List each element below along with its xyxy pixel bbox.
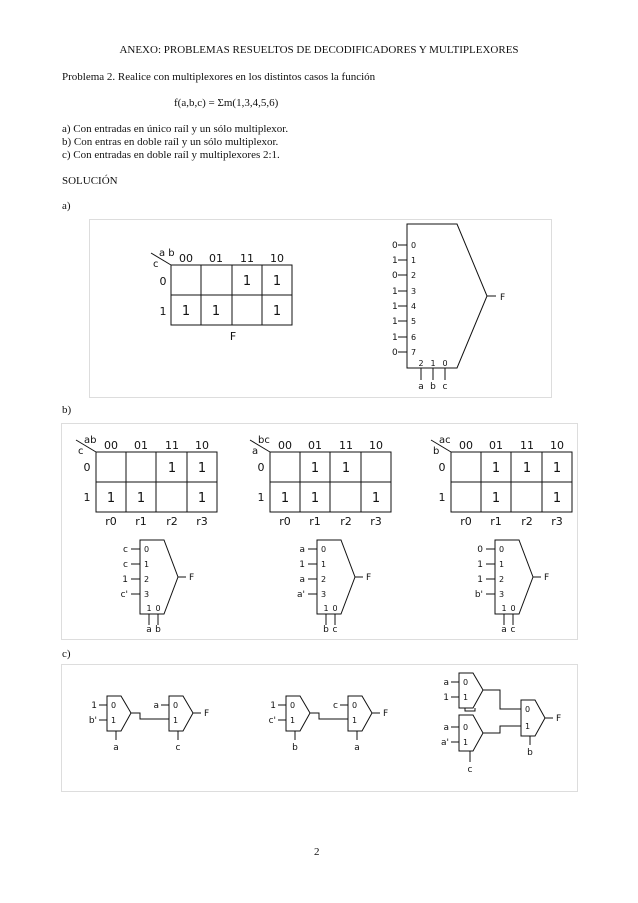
kmap-b2-left-var: a [252, 446, 259, 457]
kmap-b3-r-label: r1 [490, 515, 502, 528]
mux8-output-label: F [500, 293, 506, 303]
mux8-sel-label: 0 [442, 359, 448, 368]
mux8-data-label: 0 [411, 241, 417, 250]
chain1-second-data-label: 0 [173, 701, 179, 710]
kmap-a-cell: 1 [272, 304, 282, 319]
mux-b3-input: 0 [477, 545, 483, 555]
mux-b2-sel-var: b [323, 625, 329, 635]
mux-b3-data-label: 0 [499, 545, 505, 554]
kmap-b1-col-code: 11 [165, 439, 179, 452]
mux-b3-sel-label: 1 [501, 604, 507, 613]
tree-bottom-input: a' [441, 738, 449, 748]
item-b: b) Con entras en doble raíl y un sólo multiplexor. [62, 136, 279, 148]
kmap-b1-top-var: ab [84, 435, 97, 446]
mux-b3-sel-label: 0 [510, 604, 516, 613]
section-c-label: c) [62, 648, 71, 660]
kmap-b1-r-label: r1 [135, 515, 147, 528]
kmap-a-cell: 1 [272, 274, 282, 289]
kmap-b3-col-code: 11 [520, 439, 534, 452]
kmap-b2-row-code: 1 [257, 491, 265, 504]
kmap-b2-cell: 1 [280, 491, 290, 506]
mux-b2-data-label: 2 [321, 575, 327, 584]
mux-b2-data-label: 1 [321, 560, 327, 569]
solution-heading: SOLUCIÓN [62, 175, 118, 187]
chain1-second-data-label: 1 [173, 716, 179, 725]
kmap-a-function-label: F [229, 330, 237, 343]
kmap-a-col-code: 01 [209, 252, 223, 265]
item-a: a) Con entradas en único raíl y un sólo multiplexor. [62, 123, 289, 135]
kmap-b2-top-var: bc [258, 435, 270, 446]
mux-b3-data-label: 2 [499, 575, 505, 584]
kmap-b2-r-label: r0 [279, 515, 291, 528]
kmap-b1-col-code: 10 [195, 439, 209, 452]
mux-b2-sel-label: 1 [323, 604, 329, 613]
kmap-b3-col-code: 00 [459, 439, 473, 452]
mux8-sel-var: c [442, 382, 448, 392]
section-a-label: a) [62, 200, 71, 212]
kmap-b1-r-label: r3 [196, 515, 208, 528]
kmap-a-top-var: a b [159, 248, 175, 259]
kmap-b1-r-label: r2 [166, 515, 178, 528]
mux-b2-sel-label: 0 [332, 604, 338, 613]
kmap-a-row-code: 0 [159, 275, 167, 288]
kmap-b3-row-code: 0 [438, 461, 446, 474]
mux8-input-value: 0 [392, 241, 398, 251]
kmap-b3-cell: 1 [552, 461, 562, 476]
chain2-first-input: c' [268, 716, 276, 726]
mux-b2-sel-var: c [332, 625, 338, 635]
kmap-b3-cell: 1 [491, 491, 501, 506]
mux8-input-value: 1 [392, 256, 398, 266]
kmap-b1-cell: 1 [197, 491, 207, 506]
chain2-second-data-label: 1 [352, 716, 358, 725]
chain2-output: F [383, 709, 389, 719]
mux-b2-data-label: 0 [321, 545, 327, 554]
mux-chain-2 [269, 696, 389, 753]
chain2-first-input: 1 [270, 701, 276, 711]
chain1-second-input: a [153, 701, 159, 711]
kmap-b1-col-code: 01 [134, 439, 148, 452]
kmap-a-left-var: c [153, 259, 159, 270]
tree-final-sel: b [527, 748, 533, 758]
kmap-b1-cell: 1 [136, 491, 146, 506]
kmap-b3-r-label: r2 [521, 515, 533, 528]
mux8-input-value: 1 [392, 302, 398, 312]
kmap-b1-col-code: 00 [104, 439, 118, 452]
problem-statement: Problema 2. Realice con multiplexores en los distintos casos la función [62, 71, 376, 83]
mux-b1-input: c [123, 560, 128, 570]
chain1-first-sel: a [113, 743, 119, 753]
kmap-b2-col-code: 01 [308, 439, 322, 452]
mux8-data-label: 5 [411, 317, 417, 326]
kmap-b2-cell: 1 [341, 461, 351, 476]
kmap-b1-cell: 1 [106, 491, 116, 506]
item-c: c) Con entradas en doble raíl y multiplexores 2:1. [62, 149, 280, 161]
function-expression: f(a,b,c) = Σm(1,3,4,5,6) [174, 97, 279, 109]
kmap-a-col-code: 10 [270, 252, 284, 265]
kmap-b2-cell: 1 [310, 461, 320, 476]
kmap-b1-row-code: 0 [83, 461, 91, 474]
mux-b1-sel-var: b [155, 625, 161, 635]
mux-b1-data-label: 2 [144, 575, 150, 584]
mux-b1-input: c' [120, 590, 128, 600]
chain1-first-data-label: 1 [111, 716, 117, 725]
mux8-input-value: 0 [392, 271, 398, 281]
mux-b2-input: a [299, 575, 305, 585]
mux-b3-input: 1 [477, 560, 483, 570]
kmap-b2-col-code: 11 [339, 439, 353, 452]
kmap-a-col-code: 11 [240, 252, 254, 265]
kmap-b2-row-code: 0 [257, 461, 265, 474]
mux8-input-value: 1 [392, 317, 398, 327]
kmap-b3-col-code: 01 [489, 439, 503, 452]
mux-b1-input: 1 [122, 575, 128, 585]
kmap-a-cell: 1 [181, 304, 191, 319]
kmap-b2-r-label: r1 [309, 515, 321, 528]
kmap-b3-top-var: ac [439, 435, 451, 446]
tree-final-data-label: 0 [525, 705, 531, 714]
mux-b3-sel-var: a [501, 625, 507, 635]
mux-b3-data-label: 1 [499, 560, 505, 569]
chain1-first-input: b' [88, 716, 97, 726]
mux8-sel-var: b [430, 382, 436, 392]
kmap-b3-col-code: 10 [550, 439, 564, 452]
mux8-sel-label: 1 [430, 359, 436, 368]
kmap-b3-cell: 1 [552, 491, 562, 506]
mux-b3-input: 1 [477, 575, 483, 585]
chain1-first-data-label: 0 [111, 701, 117, 710]
chain2-first-data-label: 0 [290, 701, 296, 710]
kmap-b2-col-code: 00 [278, 439, 292, 452]
mux8-data-label: 2 [411, 271, 417, 280]
mux8-sel-label: 2 [418, 359, 424, 368]
mux-b1-output: F [189, 573, 195, 583]
chain1-output: F [204, 709, 210, 719]
mux8-data-label: 3 [411, 287, 417, 296]
mux-b2-output: F [366, 573, 372, 583]
mux-b3-sel-var: c [510, 625, 516, 635]
mux8-data-label: 4 [411, 302, 417, 311]
chain2-first-sel: b [292, 743, 298, 753]
mux-b2-input: a' [297, 590, 305, 600]
tree-top-input: 1 [443, 693, 449, 703]
kmap-b1-cell: 1 [197, 461, 207, 476]
kmap-b3-r-label: r0 [460, 515, 472, 528]
mux-tree [441, 673, 561, 775]
mux-b3-output: F [544, 573, 550, 583]
kmap-a-col-code: 00 [179, 252, 193, 265]
mux-b1-sel-label: 0 [155, 604, 161, 613]
kmap-b1-cell: 1 [167, 461, 177, 476]
mux-b1-sel-label: 1 [146, 604, 152, 613]
tree-bottom-data-label: 0 [463, 723, 469, 732]
tree-top-data-label: 0 [463, 678, 469, 687]
tree-top-data-label: 1 [463, 693, 469, 702]
tree-top-input: a [443, 678, 449, 688]
mux-b1-data-label: 1 [144, 560, 150, 569]
tree-final-data-label: 1 [525, 722, 531, 731]
kmap-b3-cell: 1 [491, 461, 501, 476]
kmap-a-row-code: 1 [159, 305, 167, 318]
mux8-input-value: 1 [392, 287, 398, 297]
mux-b2-input: 1 [299, 560, 305, 570]
kmap-b1-r-label: r0 [105, 515, 117, 528]
kmap-b3-row-code: 1 [438, 491, 446, 504]
kmap-b3-cell: 1 [522, 461, 532, 476]
chain2-second-data-label: 0 [352, 701, 358, 710]
mux-b1-data-label: 0 [144, 545, 150, 554]
tree-output: F [556, 714, 562, 724]
mux-b1-input: c [123, 545, 128, 555]
mux-b2-input: a [299, 545, 305, 555]
mux8-data-label: 6 [411, 333, 417, 342]
kmap-b3-r-label: r3 [551, 515, 563, 528]
page-header: ANEXO: PROBLEMAS RESUELTOS DE DECODIFICADORES Y MULTIPLEXORES [119, 44, 519, 56]
tree-bottom-data-label: 1 [463, 738, 469, 747]
mux8-input-value: 1 [392, 333, 398, 343]
mux-chain-1 [89, 696, 209, 753]
kmap-b2-r-label: r2 [340, 515, 352, 528]
chain2-first-data-label: 1 [290, 716, 296, 725]
mux8-data-label: 1 [411, 256, 417, 265]
chain1-second-sel: c [175, 743, 181, 753]
kmap-b2-r-label: r3 [370, 515, 382, 528]
mux-b3-data-label: 3 [499, 590, 505, 599]
mux-b3-input: b' [474, 590, 483, 600]
kmap-b2-cell: 1 [371, 491, 381, 506]
kmap-a-cell: 1 [242, 274, 252, 289]
section-b-label: b) [62, 404, 72, 416]
chain1-first-input: 1 [91, 701, 97, 711]
chain2-second-input: c [333, 701, 338, 711]
kmap-b3-left-var: b [433, 446, 440, 457]
tree-first-sel: c [467, 765, 473, 775]
chain2-second-sel: a [354, 743, 360, 753]
kmap-b1-left-var: c [78, 446, 84, 457]
kmap-b1-row-code: 1 [83, 491, 91, 504]
page-number: 2 [314, 846, 320, 858]
mux8-sel-var: a [418, 382, 424, 392]
mux8-data-label: 7 [411, 348, 417, 357]
kmap-b2-col-code: 10 [369, 439, 383, 452]
mux-b1-sel-var: a [146, 625, 152, 635]
tree-bottom-input: a [443, 723, 449, 733]
kmap-b2-cell: 1 [310, 491, 320, 506]
mux-b2-data-label: 3 [321, 590, 327, 599]
mux-b1-data-label: 3 [144, 590, 150, 599]
mux8-input-value: 0 [392, 348, 398, 358]
kmap-a-cell: 1 [211, 304, 221, 319]
